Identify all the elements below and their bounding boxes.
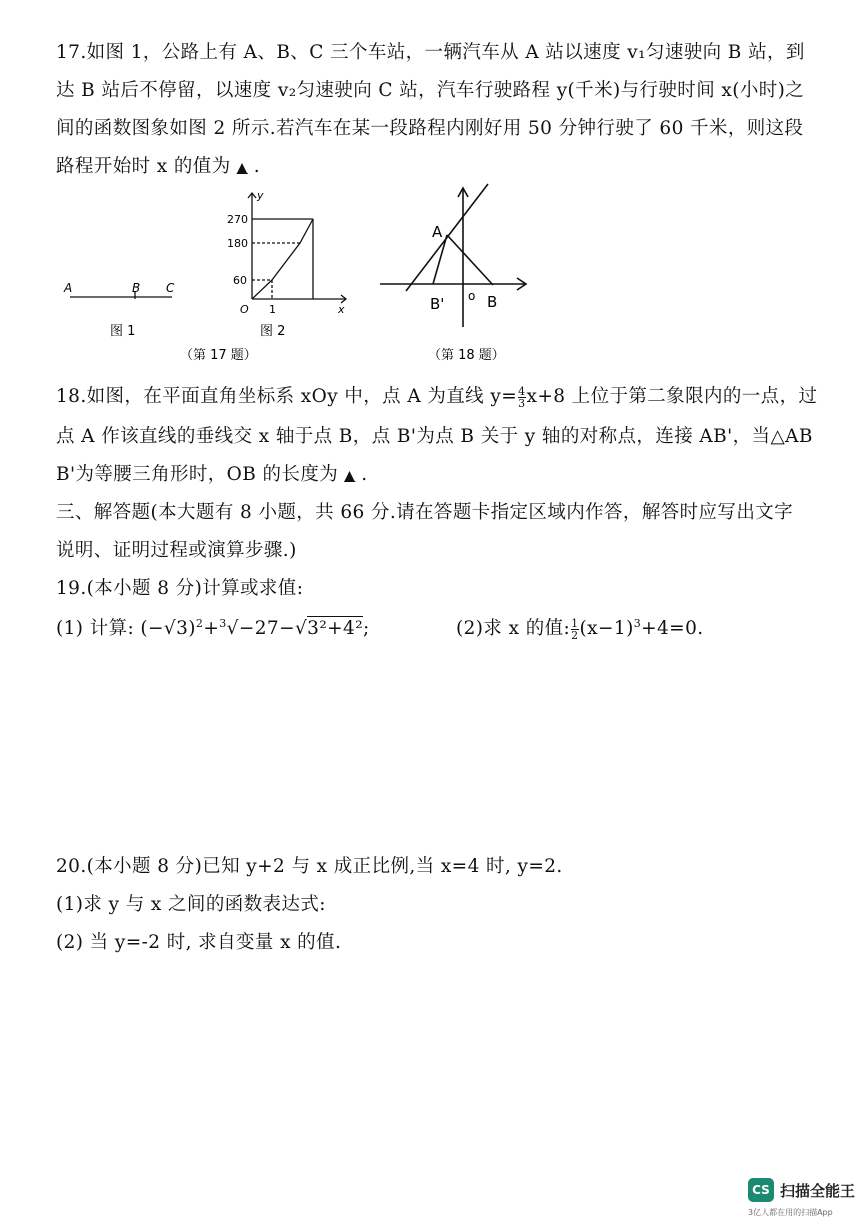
q19-term-a-exp: 2	[195, 616, 204, 630]
q18-line3-end: .	[361, 464, 368, 485]
q19-part1-label: (1) 计算:	[56, 618, 135, 639]
q19-plus: +	[203, 618, 220, 639]
q20-part2: (2) 当 y=-2 时, 求自变量 x 的值.	[56, 932, 342, 953]
q19-fraction	[571, 618, 578, 641]
fig18-label-A: A	[432, 223, 443, 241]
q19-part2-label: (2)求 x 的值:	[456, 618, 571, 639]
q20-part1: (1)求 y 与 x 之间的函数表达式:	[56, 894, 326, 915]
camscanner-logo	[748, 1178, 855, 1202]
q19-part1-end: ;	[363, 618, 370, 639]
figure-18	[380, 184, 526, 327]
camscanner-badge: CS	[748, 1178, 774, 1202]
q20-title: 20.(本小题 8 分)已知 y+2 与 x 成正比例,当 x=4 时, y=2.	[56, 856, 563, 877]
section3-line1: 三、解答题(本大题有 8 小题，共 66 分.请在答题卡指定区域内作答，解答时应写出文字	[56, 502, 794, 523]
fig1-label-C: C	[166, 281, 175, 295]
fig18-label-B: B	[487, 293, 498, 311]
q19-radicand: 3²+4²	[307, 618, 364, 639]
q18-line1-post: x+8 上位于第二象限内的一点，过	[526, 386, 818, 407]
q17-line2: 达 B 站后不停留，以速度 v₂匀速驶向 C 站，汽车行驶路程 y(千米)与行驶时间 x(小时)之	[56, 80, 805, 101]
caption-q18: （第 18 题）	[428, 348, 505, 363]
q17-answer-blank: ▲	[236, 160, 248, 176]
q18-line3	[56, 460, 368, 486]
figure-2	[248, 193, 346, 303]
fig2-caption: 图 2	[260, 324, 286, 339]
q18-line2: 点 A 作该直线的垂线交 x 轴于点 B，点 B'为点 B 关于 y 轴的对称点，连接 AB'，当△AB	[56, 426, 813, 447]
q19-title: 19.(本小题 8 分)计算或求值:	[56, 578, 304, 599]
fig1-caption: 图 1	[110, 324, 136, 339]
q19-part1	[56, 614, 370, 640]
q19-part2	[456, 614, 704, 641]
q19-frac-den: 2	[571, 628, 579, 642]
q18-line1	[56, 382, 817, 409]
fig2-tick-270: 270	[227, 213, 248, 226]
fig2-tick-180: 180	[227, 237, 248, 250]
fig1-label-A: A	[64, 281, 73, 295]
fig2-tick-1: 1	[269, 303, 276, 316]
q19-root-index: 3	[219, 616, 227, 630]
fig2-y-axis: y	[257, 189, 264, 202]
q18-frac-den: 3	[518, 396, 526, 410]
q18-frac-num: 4	[518, 384, 526, 398]
q19-minus-root: −√	[279, 618, 308, 639]
camscanner-tagline: 3亿人都在用的扫描App	[748, 1208, 833, 1217]
q19-cube-root: √−27	[226, 618, 280, 639]
camscanner-name: 扫描全能王	[780, 1181, 856, 1200]
q18-fraction	[518, 386, 525, 409]
q19-frac-num: 1	[571, 616, 579, 630]
figure-1	[70, 292, 172, 299]
q19-part2-exp: 3	[633, 616, 642, 630]
figures	[0, 175, 867, 370]
q19-part2-end: +4=0.	[641, 618, 704, 639]
fig2-tick-60: 60	[233, 274, 247, 287]
q18-line1-pre: 18.如图，在平面直角坐标系 xOy 中，点 A 为直线 y=	[56, 386, 518, 407]
q17-line3: 间的函数图象如图 2 所示.若汽车在某一段路程内刚好用 50 分钟行驶了 60 千米，则这段	[56, 118, 804, 139]
fig1-label-B: B	[132, 281, 141, 295]
q18-answer-blank: ▲	[344, 468, 356, 484]
q17-line4-end: .	[253, 156, 261, 177]
q17-line4-text: 路程开始时 x 的值为	[56, 156, 231, 177]
fig2-origin: O	[240, 303, 249, 316]
q19-part2-expr: (x−1)	[579, 618, 634, 639]
fig2-x-axis: x	[338, 303, 345, 316]
fig18-label-Bp: B'	[430, 295, 445, 313]
caption-q17: （第 17 题）	[180, 348, 257, 363]
q17-line1: 17.如图 1，公路上有 A、B、C 三个车站，一辆汽车从 A 站以速度 v₁匀速驶向 B 站，到	[56, 42, 805, 63]
section3-line2: 说明、证明过程或演算步骤.)	[56, 540, 297, 561]
fig18-label-O: o	[468, 289, 476, 303]
q19-term-a: (−√3)	[140, 618, 196, 639]
q18-line3-text: B'为等腰三角形时，OB 的长度为	[56, 464, 339, 485]
